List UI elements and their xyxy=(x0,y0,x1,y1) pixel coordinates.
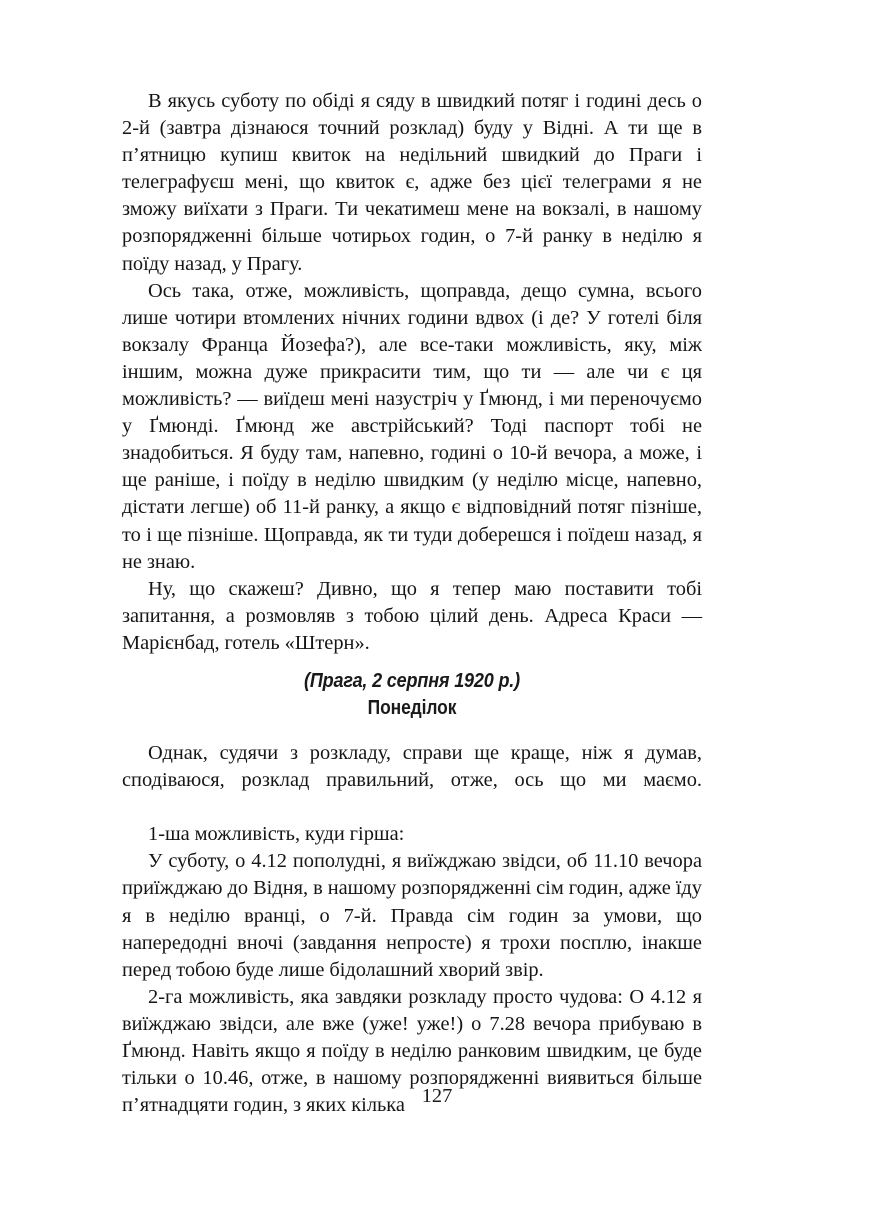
paragraph: Однак, судячи з розкладу, справи ще краще, ніж я думав, сподіваюся, розклад правильний, отже, ось що ми маємо. xyxy=(122,742,702,792)
section-heading xyxy=(122,668,702,721)
paragraph: 2-га можливість, яка завдяки розкладу просто чудова: О 4.12 я виїжджаю звідси, але вже (уже! уже!) о 7.28 вечора прибуваю в Ґмюнд. Навіть якщо я поїду в неділю ранковим швидким, це буде тільки о 10.46, отже, в нашому розпорядженні виявиться більше п’ятнадцяти годин, з яких кілька xyxy=(122,985,702,1117)
heading-date-line: (Прага, 2 серпня 1920 р.) xyxy=(304,669,520,692)
upper-text-block xyxy=(122,88,702,657)
paragraph: Ось така, отже, можливість, щоправда, дещо сумна, всього лише чотири втомлених нічних години вдвох (і де? У готелі біля вокзалу Франца Йозефа?), але все-таки можливість, яку, між іншим, можна дуже прикрасити тим, що ти — але чи є ця можливість? — виїдеш мені назустріч у Ґмюнд, і ми переночуємо у Ґмюнді. Ґмюнд же австрійський? Тоді паспорт тобі не знадобиться. Я буду там, напевно, годині о 10-й вечора, а може, і ще раніше, і поїду в неділю швидким (у неділю місце, напевно, дістати легше) об 11-й ранку, а якщо є відповідний потяг пізніше, то і ще пізніше. Щоправда, як ти туди доберешся і поїдеш назад, я не знаю. xyxy=(122,279,702,573)
page-number: 127 xyxy=(421,1085,453,1107)
paragraph: В якусь суботу по обіді я сяду в швидкий потяг і годині десь о 2-й (завтра дізнаюся точний розклад) буду у Відні. А ти ще в п’ятницю купиш квиток на недільний швидкий до Праги і телеграфуєш мені, що квиток є, адже без цієї телеграми я не зможу виїхати з Праги. Ти чекатимеш мене на вокзалі, в нашому розпорядженні більше чотирьох годин, о 7-й ранку в неділю я поїду назад, у Прагу. xyxy=(122,90,702,275)
paragraph: У суботу, о 4.12 пополудні, я виїжджаю звідси, об 11.10 вечора приїжджаю до Відня, в нашому розпорядженні сім годин, адже їду я в неділю вранці, о 7-й. Правда сім годин за умови, що напередодні вночі (завдання непросте) я трохи посплю, інакше перед тобою буде лише бідолашний хворий звір. xyxy=(122,850,702,981)
lower-text-block xyxy=(122,740,702,1119)
heading-weekday-line: Понеділок xyxy=(367,696,457,719)
paragraph: 1-ша можливість, куди гірша: xyxy=(148,823,405,846)
paragraph: Ну, що скажеш? Дивно, що я тепер маю поставити тобі запитання, а розмовляв з тобою цілий день. Адреса Краси — Марієнбад, готель «Штерн». xyxy=(122,577,702,654)
